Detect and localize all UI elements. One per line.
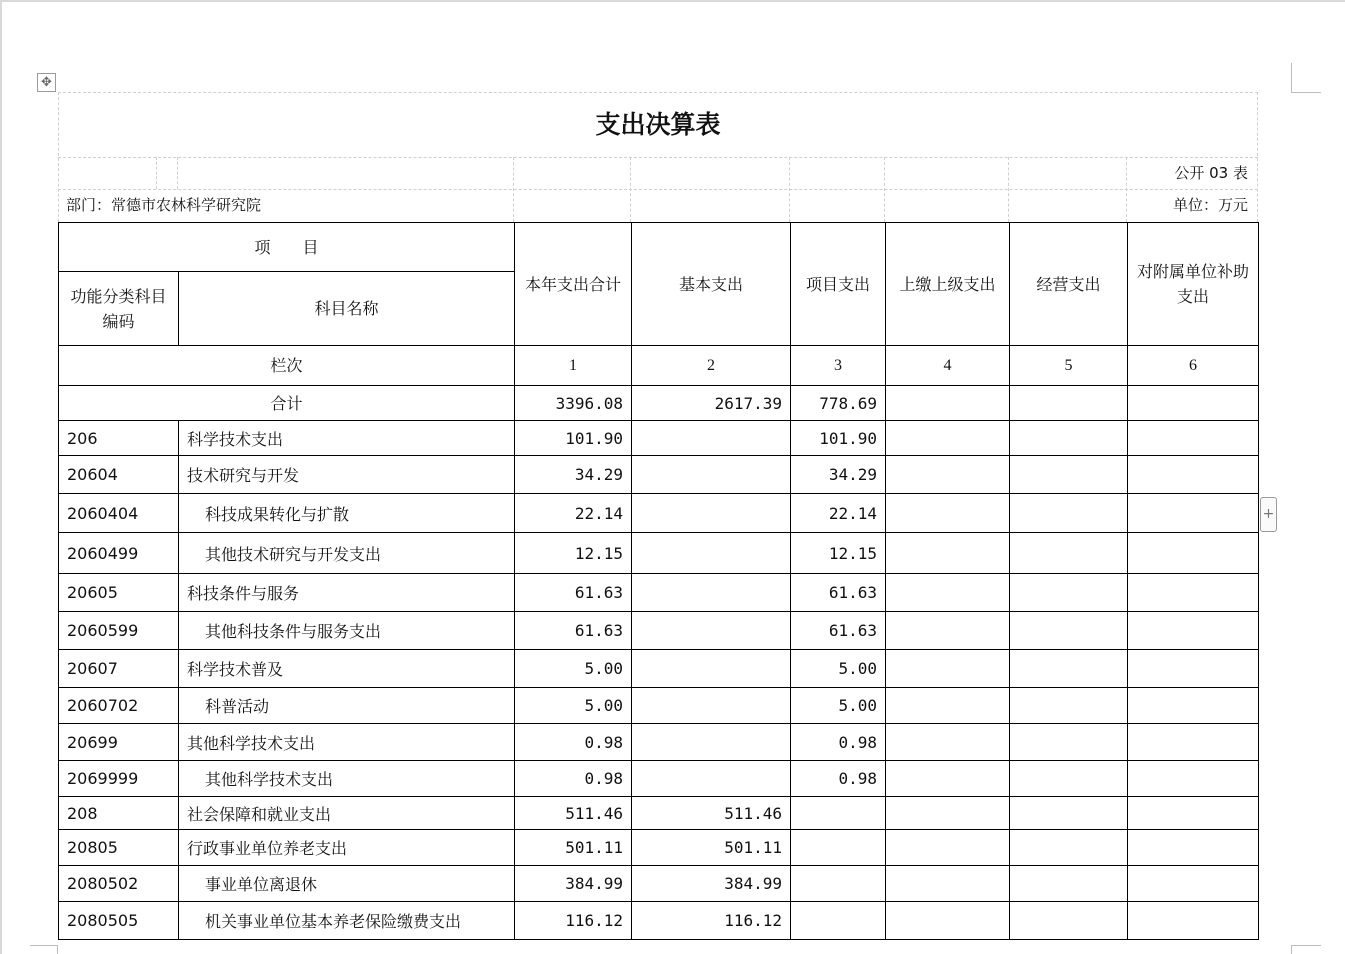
table-row xyxy=(59,902,1259,940)
total-cell[interactable]: 116.12 xyxy=(515,902,632,940)
project-cell[interactable]: 12.15 xyxy=(791,533,886,574)
code-cell[interactable]: 2060499 xyxy=(59,533,179,574)
upper-cell[interactable] xyxy=(886,421,1010,456)
subject-name-cell[interactable]: 科技成果转化与扩散 xyxy=(179,494,515,533)
code-cell[interactable]: 20805 xyxy=(59,830,179,866)
total-cell[interactable]: 22.14 xyxy=(515,494,632,533)
operation-cell[interactable] xyxy=(1010,797,1128,830)
total-cell[interactable]: 12.15 xyxy=(515,533,632,574)
table-row xyxy=(59,533,1259,574)
subject-name-cell[interactable]: 技术研究与开发 xyxy=(179,456,515,494)
project-cell[interactable]: 0.98 xyxy=(791,724,886,761)
operation-cell[interactable] xyxy=(1010,456,1128,494)
subsidy-cell[interactable] xyxy=(1128,866,1259,902)
subject-name-cell[interactable]: 事业单位离退休 xyxy=(179,866,515,902)
gridline xyxy=(1126,157,1127,222)
table-row xyxy=(59,612,1259,650)
header-upper[interactable]: 上缴上级支出 xyxy=(886,223,1010,346)
subject-name-cell[interactable]: 其他科技条件与服务支出 xyxy=(179,612,515,650)
total-cell[interactable]: 5.00 xyxy=(515,688,632,724)
project-cell[interactable] xyxy=(791,830,886,866)
window-left-border xyxy=(0,0,2,954)
column-number[interactable]: 5 xyxy=(1010,346,1128,386)
code-cell[interactable]: 206 xyxy=(59,421,179,456)
basic-cell[interactable] xyxy=(632,724,791,761)
subsidy-cell[interactable] xyxy=(1128,797,1259,830)
project-cell[interactable]: 778.69 xyxy=(791,386,886,421)
subject-name-cell[interactable]: 科普活动 xyxy=(179,688,515,724)
page-margin-corner-bottom-right xyxy=(1291,945,1321,954)
project-cell[interactable] xyxy=(791,797,886,830)
operation-cell[interactable] xyxy=(1010,761,1128,797)
operation-cell[interactable] xyxy=(1010,574,1128,612)
subject-name-cell[interactable]: 社会保障和就业支出 xyxy=(179,797,515,830)
header-project-expenditure[interactable]: 项目支出 xyxy=(791,223,886,346)
operation-cell[interactable] xyxy=(1010,724,1128,761)
subsidy-cell[interactable] xyxy=(1128,386,1259,421)
upper-cell[interactable] xyxy=(886,574,1010,612)
code-cell[interactable]: 20605 xyxy=(59,574,179,612)
operation-cell[interactable] xyxy=(1010,386,1128,421)
subject-name-cell[interactable]: 其他科学技术支出 xyxy=(179,724,515,761)
subsidy-cell[interactable] xyxy=(1128,574,1259,612)
expenditure-table xyxy=(58,222,1259,940)
basic-cell[interactable] xyxy=(632,688,791,724)
project-cell[interactable]: 34.29 xyxy=(791,456,886,494)
upper-cell[interactable] xyxy=(886,797,1010,830)
total-cell[interactable]: 3396.08 xyxy=(515,386,632,421)
basic-cell[interactable] xyxy=(632,761,791,797)
operation-cell[interactable] xyxy=(1010,866,1128,902)
code-cell[interactable]: 2080505 xyxy=(59,902,179,940)
gridline xyxy=(58,157,1258,158)
window-top-border xyxy=(0,0,1345,2)
upper-cell[interactable] xyxy=(886,386,1010,421)
gridline xyxy=(513,157,514,222)
total-row-label[interactable]: 合计 xyxy=(59,386,515,421)
page-title: 支出决算表 xyxy=(595,110,721,139)
page-margin-corner-top-right xyxy=(1291,63,1321,93)
upper-cell[interactable] xyxy=(886,761,1010,797)
column-number[interactable]: 4 xyxy=(886,346,1010,386)
subsidy-cell[interactable] xyxy=(1128,421,1259,456)
operation-cell[interactable] xyxy=(1010,688,1128,724)
project-cell[interactable]: 0.98 xyxy=(791,761,886,797)
gridline xyxy=(177,157,178,189)
page-margin-corner-bottom-left xyxy=(30,945,58,954)
header-project[interactable]: 项 目 xyxy=(59,223,515,272)
subsidy-cell[interactable] xyxy=(1128,902,1259,940)
gridline xyxy=(58,189,1258,190)
upper-cell[interactable] xyxy=(886,688,1010,724)
column-number[interactable]: 1 xyxy=(515,346,632,386)
table-move-handle-icon[interactable]: ✥ xyxy=(37,73,56,92)
table-row xyxy=(59,650,1259,688)
upper-cell[interactable] xyxy=(886,866,1010,902)
operation-cell[interactable] xyxy=(1010,421,1128,456)
column-number[interactable]: 2 xyxy=(632,346,791,386)
subject-name-cell[interactable]: 科学技术支出 xyxy=(179,421,515,456)
operation-cell[interactable] xyxy=(1010,533,1128,574)
basic-cell[interactable]: 384.99 xyxy=(632,866,791,902)
operation-cell[interactable] xyxy=(1010,902,1128,940)
gridline xyxy=(789,157,790,222)
subsidy-cell[interactable] xyxy=(1128,761,1259,797)
subsidy-cell[interactable] xyxy=(1128,688,1259,724)
project-cell[interactable]: 61.63 xyxy=(791,612,886,650)
column-number[interactable]: 3 xyxy=(791,346,886,386)
column-number[interactable]: 6 xyxy=(1128,346,1259,386)
code-cell[interactable]: 2060404 xyxy=(59,494,179,533)
project-cell[interactable]: 61.63 xyxy=(791,574,886,612)
project-cell[interactable]: 5.00 xyxy=(791,688,886,724)
form-number: 公开 03 表 xyxy=(1174,164,1248,182)
total-cell[interactable]: 511.46 xyxy=(515,797,632,830)
total-row xyxy=(59,386,1259,421)
operation-cell[interactable] xyxy=(1010,830,1128,866)
column-row-label[interactable]: 栏次 xyxy=(59,346,515,386)
subject-name-cell[interactable]: 行政事业单位养老支出 xyxy=(179,830,515,866)
add-column-plus-icon[interactable]: + xyxy=(1260,497,1277,532)
unit-label: 单位：万元 xyxy=(1172,196,1248,214)
upper-cell[interactable] xyxy=(886,724,1010,761)
header-basic[interactable]: 基本支出 xyxy=(632,223,791,346)
operation-cell[interactable] xyxy=(1010,612,1128,650)
header-subject-name[interactable]: 科目名称 xyxy=(179,272,515,346)
project-cell[interactable]: 101.90 xyxy=(791,421,886,456)
code-cell[interactable]: 20604 xyxy=(59,456,179,494)
basic-cell[interactable] xyxy=(632,612,791,650)
department-label: 部门：常德市农林科学研究院 xyxy=(66,196,262,214)
table-row xyxy=(59,574,1259,612)
project-cell[interactable] xyxy=(791,902,886,940)
subject-name-cell[interactable]: 科学技术普及 xyxy=(179,650,515,688)
basic-cell[interactable] xyxy=(632,533,791,574)
upper-cell[interactable] xyxy=(886,456,1010,494)
total-cell[interactable]: 5.00 xyxy=(515,650,632,688)
basic-cell[interactable] xyxy=(632,650,791,688)
code-cell[interactable]: 20699 xyxy=(59,724,179,761)
subsidy-cell[interactable] xyxy=(1128,612,1259,650)
upper-cell[interactable] xyxy=(886,533,1010,574)
code-cell[interactable]: 2069999 xyxy=(59,761,179,797)
subsidy-cell[interactable] xyxy=(1128,456,1259,494)
code-cell[interactable]: 2060702 xyxy=(59,688,179,724)
table-row xyxy=(59,866,1259,902)
table-row xyxy=(59,494,1259,533)
basic-cell[interactable]: 116.12 xyxy=(632,902,791,940)
basic-cell[interactable] xyxy=(632,421,791,456)
gridline xyxy=(156,157,157,189)
code-cell[interactable]: 208 xyxy=(59,797,179,830)
table-row xyxy=(59,421,1259,456)
code-cell[interactable]: 2080502 xyxy=(59,866,179,902)
subject-name-cell[interactable]: 其他技术研究与开发支出 xyxy=(179,533,515,574)
gridline xyxy=(1008,157,1009,222)
basic-cell[interactable] xyxy=(632,456,791,494)
upper-cell[interactable] xyxy=(886,830,1010,866)
basic-cell[interactable]: 501.11 xyxy=(632,830,791,866)
subsidy-cell[interactable] xyxy=(1128,830,1259,866)
project-cell[interactable]: 22.14 xyxy=(791,494,886,533)
subject-name-cell[interactable]: 科技条件与服务 xyxy=(179,574,515,612)
upper-cell[interactable] xyxy=(886,494,1010,533)
basic-cell[interactable] xyxy=(632,494,791,533)
subject-name-cell[interactable]: 机关事业单位基本养老保险缴费支出 xyxy=(179,902,515,940)
upper-cell[interactable] xyxy=(886,612,1010,650)
document-sheet xyxy=(58,92,1258,942)
gridline xyxy=(884,157,885,222)
header-func-code[interactable]: 功能分类科目编码 xyxy=(59,272,179,346)
subsidy-cell[interactable] xyxy=(1128,724,1259,761)
upper-cell[interactable] xyxy=(886,650,1010,688)
operation-cell[interactable] xyxy=(1010,650,1128,688)
code-cell[interactable]: 2060599 xyxy=(59,612,179,650)
total-cell[interactable]: 61.63 xyxy=(515,612,632,650)
total-cell[interactable]: 501.11 xyxy=(515,830,632,866)
total-cell[interactable]: 384.99 xyxy=(515,866,632,902)
table-row xyxy=(59,830,1259,866)
upper-cell[interactable] xyxy=(886,902,1010,940)
header-subsidy[interactable]: 对附属单位补助支出 xyxy=(1128,223,1259,346)
basic-cell[interactable]: 511.46 xyxy=(632,797,791,830)
total-cell[interactable]: 101.90 xyxy=(515,421,632,456)
total-cell[interactable]: 0.98 xyxy=(515,761,632,797)
basic-cell[interactable] xyxy=(632,574,791,612)
subsidy-cell[interactable] xyxy=(1128,494,1259,533)
table-row xyxy=(59,761,1259,797)
gridline xyxy=(630,157,631,222)
total-cell[interactable]: 61.63 xyxy=(515,574,632,612)
subsidy-cell[interactable] xyxy=(1128,650,1259,688)
table-row xyxy=(59,797,1259,830)
table-row xyxy=(59,724,1259,761)
basic-cell[interactable]: 2617.39 xyxy=(632,386,791,421)
project-cell[interactable]: 5.00 xyxy=(791,650,886,688)
total-cell[interactable]: 0.98 xyxy=(515,724,632,761)
subject-name-cell[interactable]: 其他科学技术支出 xyxy=(179,761,515,797)
subsidy-cell[interactable] xyxy=(1128,533,1259,574)
project-cell[interactable] xyxy=(791,866,886,902)
header-operation[interactable]: 经营支出 xyxy=(1010,223,1128,346)
table-row xyxy=(59,456,1259,494)
code-cell[interactable]: 20607 xyxy=(59,650,179,688)
total-cell[interactable]: 34.29 xyxy=(515,456,632,494)
table-row xyxy=(59,688,1259,724)
header-total[interactable]: 本年支出合计 xyxy=(515,223,632,346)
operation-cell[interactable] xyxy=(1010,494,1128,533)
